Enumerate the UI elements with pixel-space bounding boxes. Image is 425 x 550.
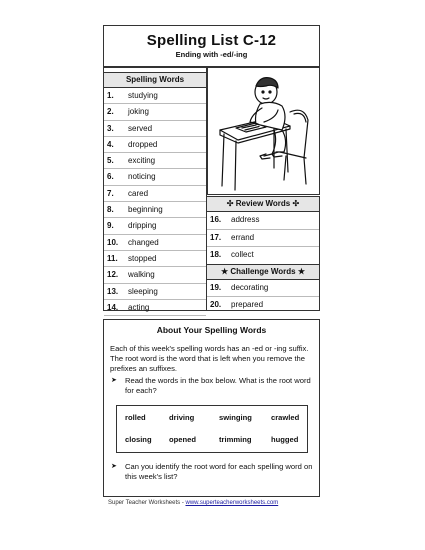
word-row (104, 104, 206, 120)
word-text: cared (128, 188, 149, 198)
about-paragraph: Each of this week's spelling words has an -ed or -ing suffix. The root word is the word that is left when you remove the prefixes an suffixes. (110, 344, 309, 373)
root-words-row (117, 430, 307, 450)
review-words-list (207, 212, 319, 264)
about-box (103, 319, 320, 497)
word-text: acting (128, 302, 150, 312)
word-row (207, 230, 319, 248)
instruction-bullet-1 (111, 376, 313, 398)
word-number: 4. (107, 139, 114, 149)
review-challenge-panel (207, 196, 320, 311)
word-row (207, 212, 319, 230)
word-text: decorating (231, 282, 269, 292)
word-row (104, 137, 206, 153)
footer-link[interactable]: www.superteacherworksheets.com (185, 500, 279, 506)
word-number: 17. (210, 232, 222, 242)
word-number: 7. (107, 188, 114, 198)
root-word: closing (125, 435, 152, 444)
word-row (104, 121, 206, 137)
word-text: dripping (128, 221, 157, 231)
word-row (104, 169, 206, 185)
student-at-desk-illustration (207, 67, 320, 195)
word-row (104, 251, 206, 267)
footer-credit: Super Teacher Worksheets - (108, 500, 186, 506)
word-text: prepared (231, 300, 264, 310)
word-number: 3. (107, 123, 114, 133)
root-word: driving (169, 413, 195, 422)
word-number: 9. (107, 221, 114, 231)
word-number: 10. (107, 237, 119, 247)
instruction-bullet-2 (111, 462, 313, 484)
word-number: 20. (210, 300, 222, 310)
word-row (104, 153, 206, 169)
word-text: sleeping (128, 286, 158, 296)
instruction-text-1: Read the words in the box below. What is the root word for each? (125, 376, 311, 395)
word-number: 18. (210, 250, 222, 260)
word-text: beginning (128, 205, 163, 215)
title-box (103, 25, 320, 67)
word-row (104, 218, 206, 234)
root-word: trimming (219, 435, 252, 444)
word-number: 8. (107, 205, 114, 215)
word-row (104, 88, 206, 104)
word-number: 12. (107, 270, 119, 280)
word-row (104, 235, 206, 251)
spelling-words-list (104, 88, 206, 331)
word-number: 1. (107, 91, 114, 100)
page-subtitle: Ending with -ed/-ing (175, 50, 248, 59)
challenge-words-list (207, 280, 319, 314)
about-title: About Your Spelling Words (156, 325, 267, 335)
word-number: 13. (107, 286, 119, 296)
challenge-words-header: ★ Challenge Words ★ (207, 264, 319, 280)
word-row (104, 267, 206, 283)
root-words-row (117, 408, 307, 428)
root-word: crawled (271, 413, 300, 422)
root-words-box (116, 405, 308, 453)
word-text: dropped (128, 139, 158, 149)
spelling-words-panel (103, 67, 207, 311)
root-word: opened (169, 435, 197, 444)
page-title: Spelling List C-12 (146, 32, 277, 49)
word-row (207, 297, 319, 314)
arrow-bullet-icon: ➤ (111, 463, 117, 470)
word-text: collect (231, 250, 254, 260)
word-number: 16. (210, 215, 222, 224)
word-text: noticing (128, 172, 156, 182)
word-number: 5. (107, 156, 114, 166)
word-number: 14. (107, 302, 119, 312)
word-row (104, 300, 206, 316)
review-words-header: ✣ Review Words ✣ (207, 197, 319, 212)
word-number: 11. (107, 253, 118, 263)
word-text: changed (128, 237, 159, 247)
word-number: 6. (107, 172, 114, 182)
student-desk-drawing (208, 68, 319, 194)
spelling-words-header: Spelling Words (104, 72, 206, 88)
word-text: walking (128, 270, 155, 280)
word-text: exciting (128, 156, 156, 166)
arrow-bullet-icon: ➤ (111, 377, 117, 384)
word-text: served (128, 123, 153, 133)
word-row (207, 280, 319, 298)
word-text: errand (231, 232, 255, 242)
root-word: hugged (271, 435, 299, 444)
word-text: address (231, 215, 260, 224)
instruction-text-2: Can you identify the root word for each spelling word on this week's list? (125, 462, 313, 481)
root-word: rolled (125, 413, 146, 422)
word-text: joking (128, 107, 149, 117)
word-text: studying (128, 91, 158, 100)
word-row (104, 186, 206, 202)
word-number: 2. (107, 107, 114, 117)
footer (108, 500, 278, 506)
word-row (104, 284, 206, 300)
word-row (104, 202, 206, 218)
word-text: stopped (128, 253, 157, 263)
word-row (207, 247, 319, 264)
word-number: 19. (210, 282, 222, 292)
root-word: swinging (219, 413, 252, 422)
